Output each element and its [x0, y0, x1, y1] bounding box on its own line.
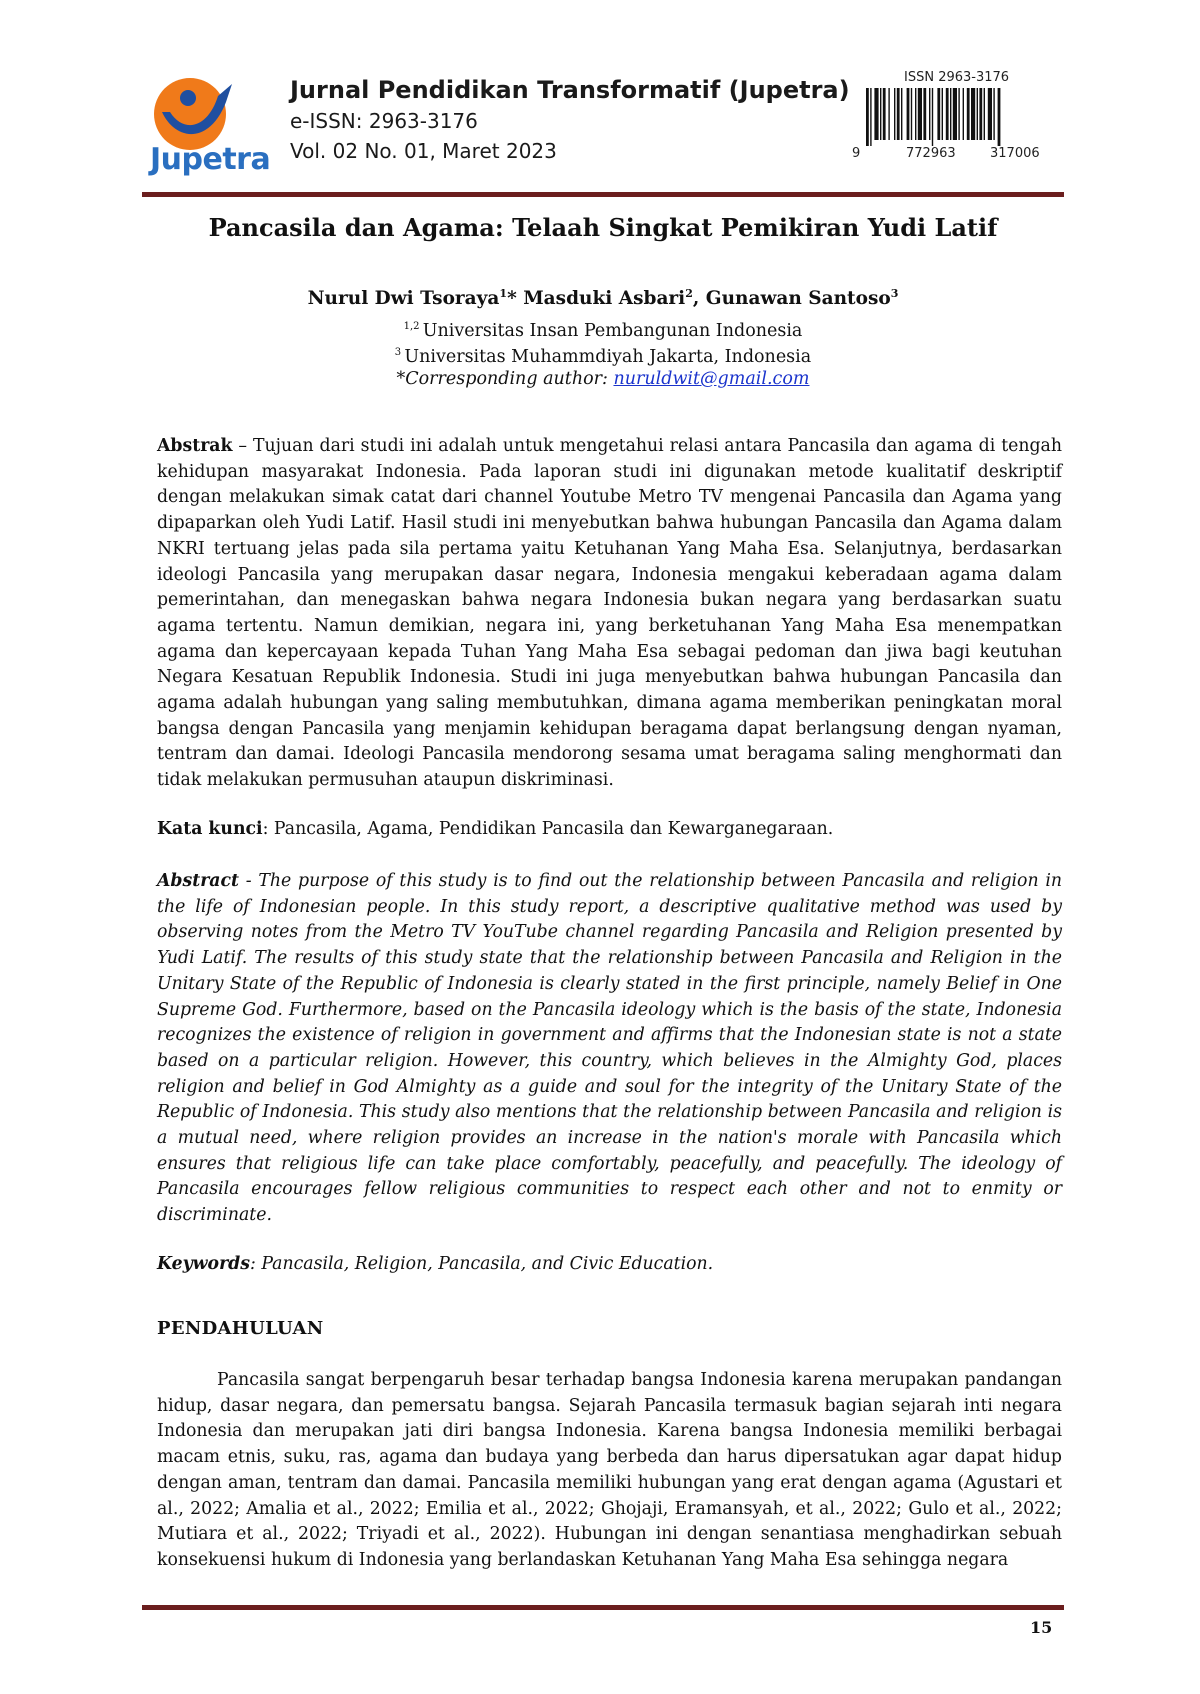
header-divider: [142, 192, 1064, 197]
keywords-text: : Pancasila, Religion, Pancasila, and Civic Education.: [250, 1254, 714, 1274]
author-2-name: Masduki Asbari: [523, 288, 686, 310]
affiliation-1-mark: 1,2: [403, 321, 423, 332]
journal-title: Jurnal Pendidikan Transformatif (Jupetra): [290, 76, 850, 104]
footer-divider: [142, 1605, 1064, 1610]
section-heading: PENDAHULUAN: [157, 1318, 324, 1339]
corresponding-author: [142, 366, 1064, 392]
barcode-icon: [862, 88, 1058, 146]
author-3-affil-mark: 3: [890, 287, 899, 300]
corresponding-mark: *: [507, 288, 524, 310]
logo-wordmark: Jupetra: [150, 142, 271, 177]
issn-barcode: [852, 70, 1064, 166]
keywords-paragraph: [157, 1252, 1062, 1278]
journal-volume: Vol. 02 No. 01, Maret 2023: [290, 139, 557, 163]
intro-paragraph: Pancasila sangat berpengaruh besar terhadap bangsa Indonesia karena merupakan pandangan hidup, dasar negara, dan pemersatu bangsa. Sejarah Pancasila termasuk bagian sejarah inti negara Indonesia dan merupakan jati diri bangsa Indonesia. Karena bangsa Indonesia memiliki berbagai macam etnis, suku, ras, agama dan budaya yang berbeda dan harus dipersatukan agar dapat hidup dengan aman, tentram dan damai. Pancasila memiliki hubungan yang erat dengan agama (Agustari et al., 2022; Amalia et al., 2022; Emilia et al., 2022; Ghojaji, Eramansyah, et al., 2022; Gulo et al., 2022; Mutiara et al., 2022; Triyadi et al., 2022). Hubungan ini dengan senantiasa menghadirkan sebuah konsekuensi hukum di Indonesia yang berlandaskan Ketuhanan Yang Maha Esa sehingga negara: [157, 1370, 1062, 1570]
author-2-affil-mark: 2: [685, 287, 693, 300]
keywords-label: Keywords: [157, 1254, 250, 1274]
kata-kunci-label: Kata kunci: [157, 819, 263, 839]
abstract-text: - The purpose of this study is to find out the relationship between Pancasila and religion in the life of Indonesian people. In this study report, a descriptive qualitative method was used by observing notes from the Metro TV YouTube channel regarding Pancasila and Religion presented by Yudi Latif. The results of this study state that the relationship between Pancasila and Religion in the Unitary State of the Republic of Indonesia is clearly stated in the first principle, namely Belief in One Supreme God. Furthermore, based on the Pancasila ideology which is the basis of the state, Indonesia recognizes the existence of religion in government and affirms that the Indonesian state is not a state based on a particular religion. However, this country, which believes in the Almighty God, places religion and belief in God Almighty as a guide and soul for the integrity of the Unitary State of the Republic of Indonesia. This study also mentions that the relationship between Pancasila and religion is a mutual need, where religion provides an increase in the nation's morale with Pancasila which ensures that religious life can take place comfortably, peacefully, and peacefully. The ideology of Pancasila encourages fellow religious communities to respect each other and not to enmity or discriminate.: [157, 871, 1062, 1226]
author-1-affil-mark: 1: [499, 287, 508, 300]
abstrak-label: Abstrak: [157, 436, 233, 456]
barcode-issn-label: ISSN 2963-3176: [904, 70, 1010, 85]
corresponding-label: *Corresponding author:: [396, 369, 614, 389]
author-3-name: Gunawan Santoso: [705, 288, 891, 310]
corresponding-email-link[interactable]: nuruldwit@gmail.com: [613, 369, 810, 389]
barcode-number-right: 317006: [990, 146, 1040, 161]
author-1-name: Nurul Dwi Tsoraya: [307, 288, 500, 310]
article-title: Pancasila dan Agama: Telaah Singkat Pemikiran Yudi Latif: [208, 213, 998, 242]
kata-kunci-paragraph: [157, 817, 1062, 843]
affiliation-1-name: Universitas Insan Pembangunan Indonesia: [422, 320, 803, 341]
barcode-number-prefix: 9: [852, 146, 861, 161]
affiliation-2-name: Universitas Muhammdiyah Jakarta, Indonesia: [404, 346, 812, 367]
abstract-paragraph: [157, 869, 1062, 1229]
author-separator: ,: [692, 288, 706, 310]
journal-eissn: e-ISSN: 2963-3176: [290, 109, 478, 133]
journal-info: [290, 74, 850, 166]
page-number: 15: [1030, 1618, 1053, 1637]
abstrak-paragraph: [157, 434, 1062, 794]
abstract-label: Abstract: [157, 871, 240, 891]
author-list: [142, 280, 1064, 313]
abstrak-text: – Tujuan dari studi ini adalah untuk mengetahui relasi antara Pancasila dan agama di tengah kehidupan masyarakat Indonesia. Pada laporan studi ini digunakan metode kualitatif deskriptif dengan melakukan simak catat dari channel Youtube Metro TV mengenai Pancasila dan Agama yang dipaparkan oleh Yudi Latif. Hasil studi ini menyebutkan bahwa hubungan Pancasila dan Agama dalam NKRI tertuang jelas pada sila pertama yaitu Ketuhanan Yang Maha Esa. Selanjutnya, berdasarkan ideologi Pancasila yang merupakan dasar negara, Indonesia mengakui keberadaan agama dalam pemerintahan, dan menegaskan bahwa negara Indonesia bukan negara yang berdasarkan suatu agama tertentu. Namun demikian, negara ini, yang berketuhanan Yang Maha Esa menempatkan agama dan kepercayaan kepada Tuhan Yang Maha Esa sebagai pedoman dan jiwa bagi keutuhan Negara Kesatuan Republik Indonesia. Studi ini juga menyebutkan bahwa hubungan Pancasila dan agama adalah hubungan yang saling membutuhkan, dimana agama memberikan peningkatan moral bangsa dengan Pancasila yang menjamin kehidupan beragama dapat berlangsung dengan nyaman, tentram dan damai. Ideologi Pancasila mendorong sesama umat beragama saling menghormati dan tidak melakukan permusuhan ataupun diskriminasi.: [157, 436, 1062, 791]
barcode-number-left: 772963: [906, 146, 956, 161]
kata-kunci-text: : Pancasila, Agama, Pendidikan Pancasila dan Kewarganegaraan.: [262, 819, 834, 839]
affiliation-2-mark: 3: [394, 347, 405, 358]
